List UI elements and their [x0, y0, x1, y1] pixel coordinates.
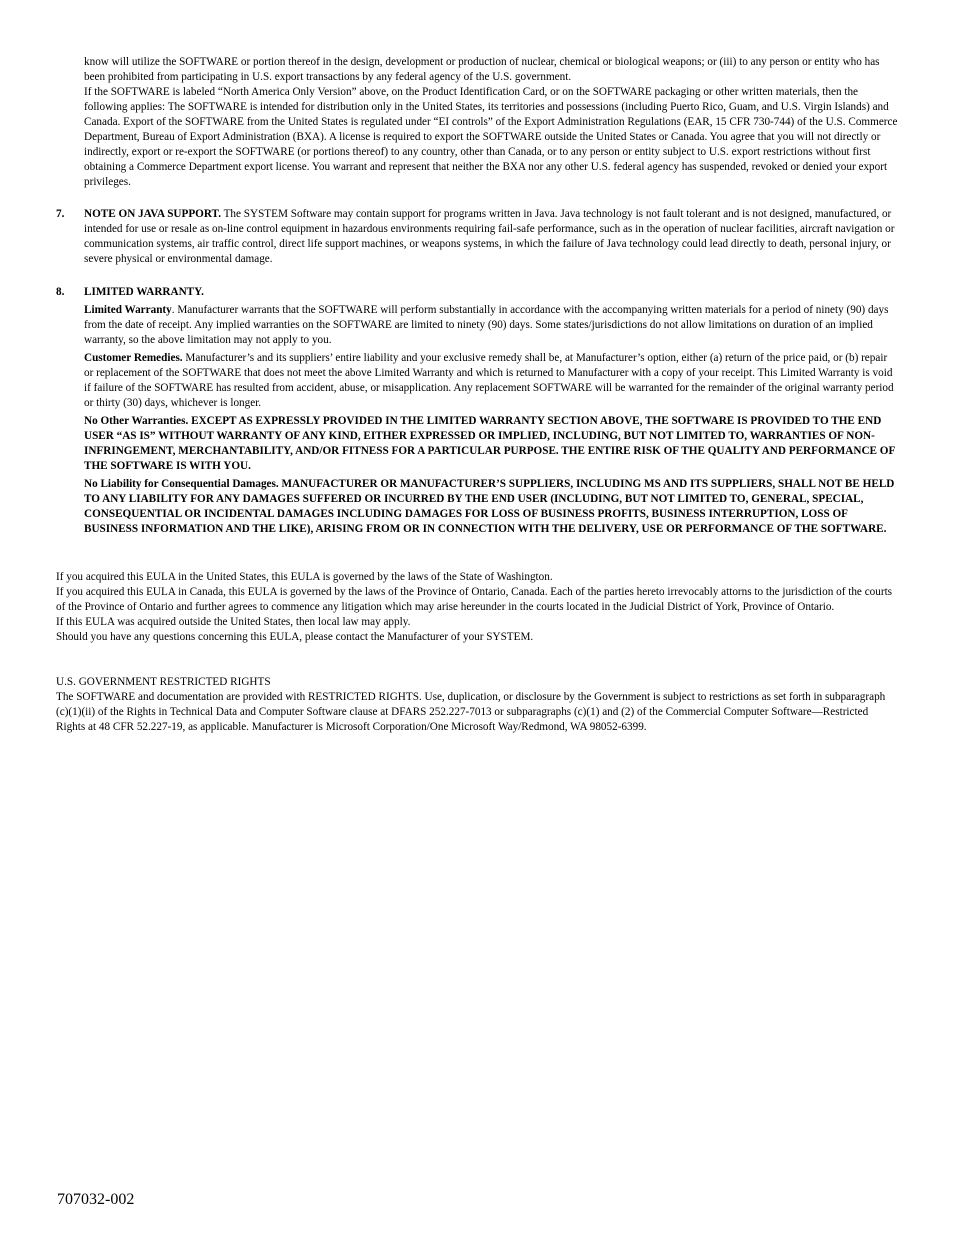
- limited-warranty-paragraph: [84, 303, 899, 348]
- part-number: 707032-002: [57, 1191, 135, 1208]
- section-7-number: 7.: [56, 208, 65, 220]
- export-paragraph-1: know will utilize the SOFTWARE or portion thereof in the design, development or production of nuclear, chemical or biological weapons; or (iii) to any person or entity who has been prohibited from participating in U.S. export transactions by any federal agency of the U.S. government.: [84, 56, 880, 83]
- no-liability-body: MANUFACTURER OR MANUFACTURER’S SUPPLIERS, INCLUDING MS AND ITS SUPPLIERS, SHALL NOT BE HELD TO ANY LIABILITY FOR ANY DAMAGES SUFFERED OR INCURRED BY THE END USER (INCLUDING, BUT NOT LIMITED TO, GENERAL, SPECIAL, CONSEQUENTIAL OR INCIDENTAL DAMAGES INCLUDING DAMAGES FOR LOSS OF BUSINESS PROFITS, BUSINESS INTERRUPTION, LOSS OF BUSINESS INFORMATION AND THE LIKE), ARISING FROM OR IN CONNECTION WITH THE DELIVERY, USE OR PERFORMANCE OF THE SOFTWARE.: [84, 478, 895, 535]
- restricted-rights-heading: U.S. GOVERNMENT RESTRICTED RIGHTS: [56, 676, 271, 688]
- governing-law-section: [56, 570, 899, 645]
- no-liability-heading: No Liability for Consequential Damages.: [84, 478, 279, 490]
- section-8-heading: LIMITED WARRANTY.: [84, 286, 204, 298]
- governing-law-line-2: If you acquired this EULA in Canada, this EULA is governed by the laws of the Province of Ontario, Canada. Each of the parties hereto irrevocably attorns to the jurisdiction of the courts of the Province of Ontario and further agrees to commence any litigation which may arise hereunder in the courts located in the Judicial District of York, Province of Ontario.: [56, 586, 893, 613]
- limited-warranty-body: . Manufacturer warrants that the SOFTWARE will perform substantially in accordance with the accompanying written materials for a period of ninety (90) days from the date of receipt. Any implied warranties on the SOFTWARE are limited to ninety (90) days. Some states/jurisdictions do not allow limitations on duration of an implied warranty, so the above limitation may not apply to you.: [84, 304, 889, 346]
- customer-remedies-paragraph: [84, 351, 899, 411]
- governing-law-line-3: If this EULA was acquired outside the United States, then local law may apply.: [56, 616, 411, 628]
- governing-law-line-4: Should you have any questions concerning this EULA, please contact the Manufacturer of your SYSTEM.: [56, 631, 534, 643]
- section-8: [84, 285, 899, 537]
- section-8-number: 8.: [56, 286, 65, 298]
- no-liability-paragraph: [84, 477, 899, 537]
- section-7-body: The SYSTEM Software may contain support for programs written in Java. Java technology is not fault tolerant and is not designed, manufactured, or intended for use or resale as on-line control equipment in hazardous environments requiring fail-safe performance, such as in the operation of nuclear facilities, aircraft navigation or communication systems, air traffic control, direct life support machines, or weapons systems, in which the failure of Java technology could lead directly to death, personal injury, or severe physical or environmental damage.: [84, 208, 895, 265]
- limited-warranty-heading: Limited Warranty: [84, 304, 172, 316]
- customer-remedies-body: Manufacturer’s and its suppliers’ entire liability and your exclusive remedy shall be, at Manufacturer’s option, either (a) return of the price paid, or (b) repair or replacement of the SOFTWARE that does not meet the above Limited Warranty and which is returned to Manufacturer with a copy of your receipt. This Limited Warranty is void if failure of the SOFTWARE has resulted from accident, abuse, or misapplication. Any replacement SOFTWARE will be warranted for the remainder of the original warranty period or thirty (30) days, whichever is longer.: [84, 352, 894, 409]
- section-7: [84, 207, 899, 267]
- no-other-warranties-body: EXCEPT AS EXPRESSLY PROVIDED IN THE LIMITED WARRANTY SECTION ABOVE, THE SOFTWARE IS PROVIDED TO THE END USER “AS IS” WITHOUT WARRANTY OF ANY KIND, EITHER EXPRESSED OR IMPLIED, INCLUDING, BUT NOT LIMITED TO, WARRANTIES OF NON-INFRINGEMENT, MERCHANTABILITY, AND/OR FITNESS FOR A PARTICULAR PURPOSE. THE ENTIRE RISK OF THE QUALITY AND PERFORMANCE OF THE SOFTWARE IS WITH YOU.: [84, 415, 895, 472]
- restricted-rights-section: [56, 675, 899, 735]
- section-7-paragraph: [84, 207, 899, 267]
- no-other-warranties-heading: No Other Warranties.: [84, 415, 189, 427]
- export-paragraph-2: If the SOFTWARE is labeled “North America Only Version” above, on the Product Identification Card, or on the SOFTWARE packaging or other written materials, then the following applies: The SOFTWARE is intended for distribution only in the United States, its territories and possessions (including Puerto Rico, Guam, and U.S. Virgin Islands) and Canada. Export of the SOFTWARE from the United States is regulated under “EI controls” of the Export Administration Regulations (EAR, 15 CFR 730-744) of the U.S. Commerce Department, Bureau of Export Administration (BXA). A license is required to export the SOFTWARE outside the United States or Canada. You agree that you will not directly or indirectly, export or re-export the SOFTWARE (or portions thereof) to any country, other than Canada, or to any person or entity subject to U.S. export restrictions without first obtaining a Commerce Department export license. You warrant and represent that neither the BXA nor any other U.S. federal agency has suspended, revoked or denied your export privileges.: [84, 86, 898, 188]
- restricted-rights-body: The SOFTWARE and documentation are provided with RESTRICTED RIGHTS. Use, duplication, or disclosure by the Government is subject to restrictions as set forth in subparagraph (c)(1)(ii) of the Rights in Technical Data and Computer Software clause at DFARS 252.227-7013 or subparagraphs (c)(1) and (2) of the Commercial Computer Software—Restricted Rights at 48 CFR 52.227-19, as applicable. Manufacturer is Microsoft Corporation/One Microsoft Way/Redmond, WA 98052-6399.: [56, 691, 886, 733]
- customer-remedies-heading: Customer Remedies.: [84, 352, 183, 364]
- export-section: [84, 55, 899, 190]
- no-other-warranties-paragraph: [84, 414, 899, 474]
- section-7-heading: NOTE ON JAVA SUPPORT.: [84, 208, 221, 220]
- governing-law-line-1: If you acquired this EULA in the United States, this EULA is governed by the laws of the State of Washington.: [56, 571, 553, 583]
